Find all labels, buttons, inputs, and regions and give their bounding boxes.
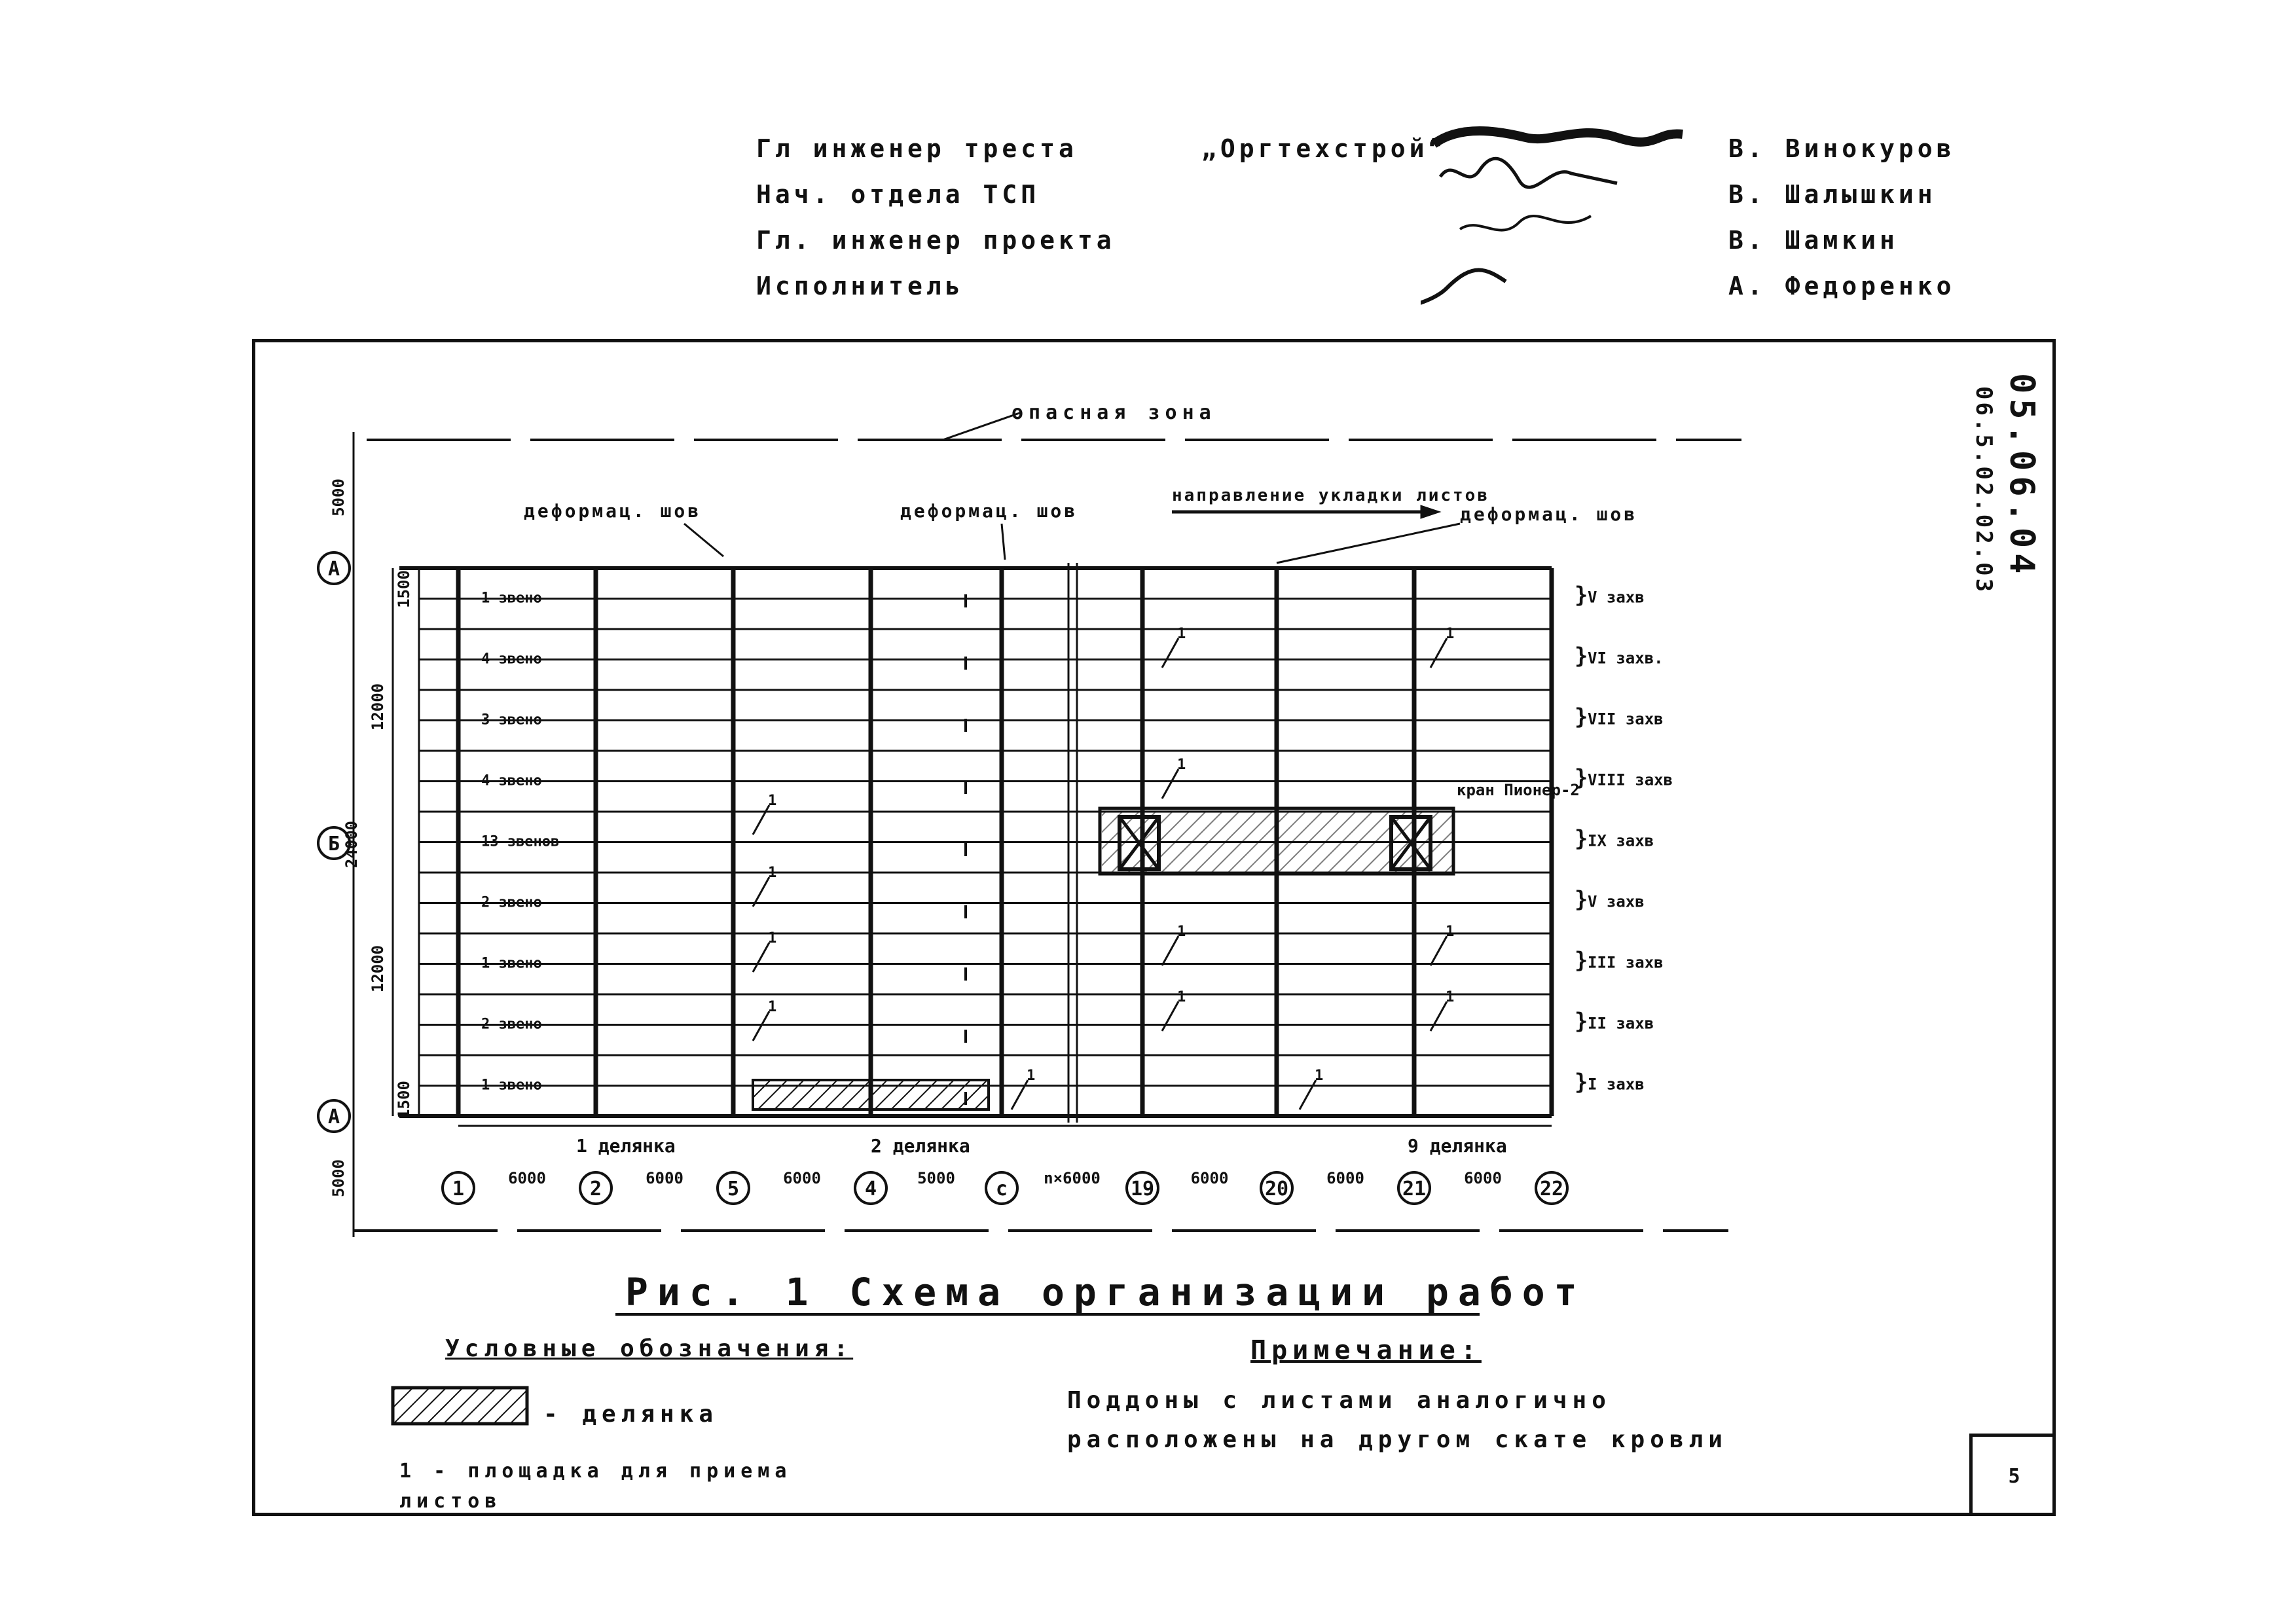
bay-dimension: 6000 <box>1326 1169 1364 1187</box>
grid-number-19: 19 <box>1130 1178 1155 1200</box>
legend-hatch-label: - делянка <box>543 1401 719 1428</box>
grid-number-4: 4 <box>864 1178 877 1200</box>
grip-label: V захв <box>1588 892 1645 911</box>
crew-label: 2 звено <box>481 1016 542 1033</box>
grip-brace: } <box>1575 947 1588 974</box>
crew-label: 2 звено <box>481 894 542 911</box>
receiving-platform-marker <box>1300 1080 1316 1110</box>
receiving-platform-marker <box>753 805 769 835</box>
grip-brace: } <box>1575 1008 1588 1035</box>
deform-joint-label-1: деформац. шов <box>524 500 702 522</box>
doc-code-sub: 06.5.02.02.03 <box>1971 386 1997 595</box>
grid-number-21: 21 <box>1402 1178 1427 1200</box>
grip-brace: } <box>1575 825 1588 852</box>
receiving-platform-marker <box>1430 1001 1447 1031</box>
left-dimension: 12000 <box>369 683 387 731</box>
crane-label: кран Пионер-2 <box>1457 781 1580 799</box>
grip-label: VII захв <box>1588 710 1664 729</box>
grip-brace: } <box>1575 643 1588 670</box>
grip-brace: } <box>1575 582 1588 609</box>
bay-dimension: 6000 <box>783 1169 821 1187</box>
left-dimension: 24000 <box>342 820 361 869</box>
receiving-platform-marker <box>1011 1080 1028 1110</box>
receiving-platform-number: 1 <box>768 865 777 881</box>
deform-joint-label-3: деформац. шов <box>1460 503 1638 525</box>
grid-number-20: 20 <box>1264 1178 1289 1200</box>
receiving-platform-number: 1 <box>1177 989 1186 1005</box>
header-sign-2: В. Шалышкин <box>1728 180 1937 209</box>
figure-caption: Рис. 1 Схема организации работ <box>625 1270 1586 1314</box>
receiving-platform-number: 1 <box>768 793 777 809</box>
grip-brace: } <box>1575 765 1588 791</box>
note-text: Поддоны с листами аналогично расположены на другом скате кровли <box>1067 1387 1728 1453</box>
receiving-platform-marker <box>1430 936 1447 965</box>
plot-label-1: 1 делянка <box>576 1135 676 1157</box>
crew-label: 13 звенов <box>481 833 560 850</box>
crew-label: 1 звено <box>481 955 542 972</box>
bay-dimension: 5000 <box>917 1169 955 1187</box>
legend-title: Условные обозначения: <box>445 1335 854 1362</box>
crew-label: 3 звено <box>481 712 542 729</box>
crew-label: 1 звено <box>481 590 542 607</box>
grip-label: VI захв. <box>1588 649 1664 668</box>
left-dimension: 1500 <box>395 1081 413 1119</box>
receiving-platform-number: 1 <box>1177 924 1186 940</box>
grip-label: V захв <box>1588 588 1645 607</box>
receiving-platform-number: 1 <box>768 999 777 1015</box>
legend-item1-label: 1 - площадка для приема листов <box>399 1460 792 1513</box>
axis-letter: А <box>327 1106 340 1128</box>
grid-number-1: 1 <box>452 1178 465 1200</box>
grip-brace: } <box>1575 1069 1588 1096</box>
receiving-platform-number: 1 <box>1177 626 1186 642</box>
grip-brace: } <box>1575 704 1588 731</box>
grip-brace: } <box>1575 886 1588 913</box>
receiving-platform-number: 1 <box>1027 1068 1036 1084</box>
receiving-platform-number: 1 <box>1177 757 1186 773</box>
header-sign-3: В. Шамкин <box>1728 226 1899 255</box>
left-dimension: 5000 <box>329 1159 348 1197</box>
bay-dimension: 6000 <box>508 1169 546 1187</box>
receiving-platform-marker <box>1430 638 1447 668</box>
left-dimension: 5000 <box>329 478 348 516</box>
left-dimension: 1500 <box>395 570 413 608</box>
direction-label: направление укладки листов <box>1172 486 1489 505</box>
crew-label: 1 звено <box>481 1077 542 1094</box>
receiving-platform-marker <box>1162 769 1178 799</box>
grid-number-5: 5 <box>727 1178 740 1200</box>
grip-label: I захв <box>1588 1075 1645 1094</box>
doc-code-main: 05.06.04 <box>2002 373 2041 579</box>
receiving-platform-number: 1 <box>768 930 777 947</box>
note-title: Примечание: <box>1250 1335 1482 1365</box>
bay-dimension: 6000 <box>646 1169 683 1187</box>
bay-dimension: n×6000 <box>1044 1169 1101 1187</box>
grip-label: IX захв <box>1588 831 1654 850</box>
grid-number-2: 2 <box>589 1178 602 1200</box>
crew-label: 4 звено <box>481 651 542 668</box>
header-sign-1: В. Винокуров <box>1728 134 1956 163</box>
receiving-platform-number: 1 <box>1315 1068 1324 1084</box>
receiving-platform-marker <box>1162 638 1178 668</box>
receiving-platform-marker <box>753 943 769 972</box>
grid-number-с: с <box>995 1178 1008 1200</box>
plot-label-2: 2 делянка <box>871 1135 970 1157</box>
header-role-2: Нач. отдела ТСП <box>756 180 1040 209</box>
axis-letter: А <box>327 558 340 581</box>
left-dimension: 12000 <box>369 945 387 993</box>
grip-label: II захв <box>1588 1014 1654 1033</box>
receiving-platform-marker <box>1162 936 1178 965</box>
crew-label: 4 звено <box>481 772 542 789</box>
header-role-3: Гл. инженер проекта <box>756 226 1116 255</box>
bay-dimension: 6000 <box>1190 1169 1229 1187</box>
receiving-platform-number: 1 <box>1446 989 1455 1005</box>
grip-label: III захв <box>1588 953 1664 972</box>
deform-joint-label-2: деформац. шов <box>900 500 1078 522</box>
receiving-platform-number: 1 <box>1446 626 1455 642</box>
axis-letter: Б <box>327 833 340 856</box>
danger-zone-label: опасная зона <box>1011 401 1216 424</box>
header-org: „Оргтехстрой“ <box>1201 134 1448 163</box>
receiving-platform-marker <box>753 1011 769 1041</box>
receiving-platform-marker <box>1162 1001 1178 1031</box>
receiving-platform-number: 1 <box>1446 924 1455 940</box>
header-role-1: Гл инженер треста <box>756 134 1078 163</box>
grid-number-22: 22 <box>1539 1178 1564 1200</box>
grip-label: VIII захв <box>1588 770 1673 789</box>
header-sign-4: А. Федоренко <box>1728 272 1956 300</box>
plot-label-3: 9 делянка <box>1408 1135 1507 1157</box>
page-number: 5 <box>1969 1434 2056 1516</box>
header-role-4: Исполнитель <box>756 272 964 300</box>
bay-dimension: 6000 <box>1464 1169 1502 1187</box>
